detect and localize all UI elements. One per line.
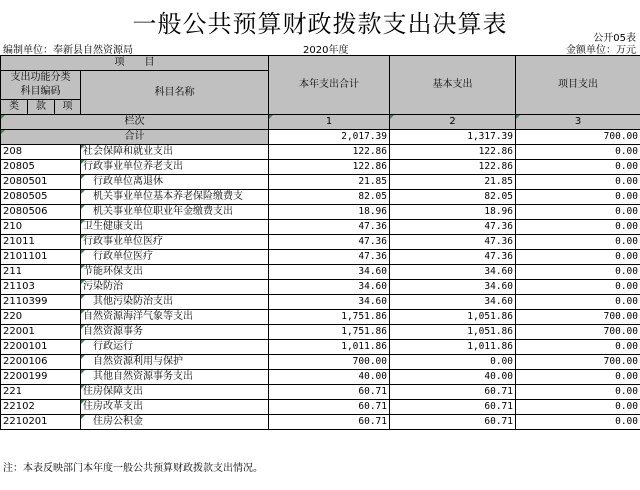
- row-total: 60.71: [269, 415, 390, 430]
- row-total: 82.05: [269, 190, 390, 205]
- row-subject-name: 行政运行: [81, 340, 269, 355]
- row-total: 47.36: [269, 220, 390, 235]
- row-total: 1,751.86: [269, 310, 390, 325]
- table-row: [1, 190, 640, 205]
- header-xiang: 项: [55, 100, 81, 115]
- header-project: 项目支出: [516, 56, 640, 115]
- row-total: 21.85: [269, 175, 390, 190]
- row-code: 21011: [1, 235, 81, 250]
- row-project: 0.00: [516, 415, 640, 430]
- table-row: [1, 370, 640, 385]
- row-subject-name: 住房公积金: [81, 415, 269, 430]
- col-index-1: 1: [269, 115, 390, 130]
- row-code: 2110399: [1, 295, 81, 310]
- table-row: [1, 205, 640, 220]
- row-code: 2210201: [1, 415, 81, 430]
- report-title: 一般公共预算财政拨款支出决算表: [132, 10, 508, 38]
- row-total: 122.86: [269, 160, 390, 175]
- row-code: 2200101: [1, 340, 81, 355]
- row-subject-name: 自然资源事务: [81, 325, 269, 340]
- row-project: 0.00: [516, 265, 640, 280]
- footnote: 注：本表反映部门本年度一般公共预算财政拨款支出情况。: [3, 463, 263, 474]
- table-row: [1, 325, 640, 340]
- header-subject-name: 科目名称: [81, 71, 269, 115]
- sum-basic: 1,317.39: [390, 130, 516, 145]
- row-basic: 47.36: [390, 235, 516, 250]
- row-subject-name: 其他自然资源事务支出: [81, 370, 269, 385]
- row-subject-name: 行政单位离退休: [81, 175, 269, 190]
- table-row: [1, 385, 640, 400]
- row-basic: 1,051.86: [390, 325, 516, 340]
- row-total: 18.96: [269, 205, 390, 220]
- row-code: 22102: [1, 400, 81, 415]
- row-project: 0.00: [516, 175, 640, 190]
- row-total: 1,011.86: [269, 340, 390, 355]
- row-basic: 34.60: [390, 265, 516, 280]
- row-basic: 1,011.86: [390, 340, 516, 355]
- row-subject-name: 机关事业单位基本养老保险缴费支: [81, 190, 269, 205]
- row-subject-name: 其他污染防治支出: [81, 295, 269, 310]
- row-project: 0.00: [516, 280, 640, 295]
- row-basic: 82.05: [390, 190, 516, 205]
- table-row: [1, 250, 640, 265]
- row-total: 700.00: [269, 355, 390, 370]
- row-total: 34.60: [269, 295, 390, 310]
- row-code: 22001: [1, 325, 81, 340]
- row-code: 20805: [1, 160, 81, 175]
- row-project: 0.00: [516, 340, 640, 355]
- row-total: 34.60: [269, 265, 390, 280]
- order-label: 栏次: [1, 115, 269, 130]
- row-code: 21103: [1, 280, 81, 295]
- row-code: 211: [1, 265, 81, 280]
- row-subject-name: 社会保障和就业支出: [81, 145, 269, 160]
- row-basic: 122.86: [390, 160, 516, 175]
- row-basic: 60.71: [390, 385, 516, 400]
- col-index-2: 2: [390, 115, 516, 130]
- row-project: 0.00: [516, 400, 640, 415]
- header-kuan: 款: [28, 100, 55, 115]
- row-project: 0.00: [516, 385, 640, 400]
- row-project: 0.00: [516, 145, 640, 160]
- table-row: [1, 415, 640, 430]
- row-basic: 47.36: [390, 250, 516, 265]
- row-basic: 60.71: [390, 400, 516, 415]
- table-row: [1, 220, 640, 235]
- table-row: [1, 400, 640, 415]
- table-row: [1, 280, 640, 295]
- row-basic: 60.71: [390, 415, 516, 430]
- table-row: [1, 175, 640, 190]
- row-code: 208: [1, 145, 81, 160]
- header-basic: 基本支出: [390, 56, 516, 115]
- row-project: 0.00: [516, 205, 640, 220]
- reporting-unit: 编制单位：奉新县自然资源局: [3, 45, 133, 56]
- header-item: 项 目: [1, 56, 269, 71]
- col-index-3: 3: [516, 115, 640, 130]
- table-row: [1, 340, 640, 355]
- sum-total: 2,017.39: [269, 130, 390, 145]
- row-project: 0.00: [516, 235, 640, 250]
- row-total: 1,751.86: [269, 325, 390, 340]
- table-row: [1, 235, 640, 250]
- row-subject-name: 住房保障支出: [81, 385, 269, 400]
- row-code: 210: [1, 220, 81, 235]
- row-project: 0.00: [516, 160, 640, 175]
- row-total: 122.86: [269, 145, 390, 160]
- table-row: [1, 310, 640, 325]
- document-code: 公开05表: [593, 33, 636, 44]
- sum-label: 合计: [1, 130, 269, 145]
- row-subject-name: 行政事业单位医疗: [81, 235, 269, 250]
- row-code: 2080506: [1, 205, 81, 220]
- currency-unit: 金额单位：万元: [566, 45, 636, 56]
- row-basic: 34.60: [390, 295, 516, 310]
- row-subject-name: 行政单位医疗: [81, 250, 269, 265]
- row-total: 60.71: [269, 385, 390, 400]
- fiscal-year: 2020年度: [303, 45, 349, 56]
- row-subject-name: 自然资源海洋气象等支出: [81, 310, 269, 325]
- row-code: 2200106: [1, 355, 81, 370]
- table-row: [1, 160, 640, 175]
- row-subject-name: 行政事业单位养老支出: [81, 160, 269, 175]
- row-basic: 0.00: [390, 355, 516, 370]
- row-project: 700.00: [516, 310, 640, 325]
- row-basic: 40.00: [390, 370, 516, 385]
- row-basic: 1,051.86: [390, 310, 516, 325]
- row-subject-name: 机关事业单位职业年金缴费支出: [81, 205, 269, 220]
- row-code: 2080505: [1, 190, 81, 205]
- row-total: 47.36: [269, 235, 390, 250]
- row-subject-name: 污染防治: [81, 280, 269, 295]
- sum-project: 700.00: [516, 130, 640, 145]
- row-basic: 21.85: [390, 175, 516, 190]
- row-total: 47.36: [269, 250, 390, 265]
- table-row: [1, 265, 640, 280]
- row-total: 60.71: [269, 400, 390, 415]
- row-code: 2080501: [1, 175, 81, 190]
- row-project: 0.00: [516, 370, 640, 385]
- row-code: 220: [1, 310, 81, 325]
- row-subject-name: 住房改革支出: [81, 400, 269, 415]
- row-code: 221: [1, 385, 81, 400]
- row-basic: 34.60: [390, 280, 516, 295]
- row-project: 0.00: [516, 190, 640, 205]
- row-project: 0.00: [516, 250, 640, 265]
- report-meta: [0, 41, 640, 55]
- row-basic: 122.86: [390, 145, 516, 160]
- header-lei: 类: [1, 100, 28, 115]
- row-total: 34.60: [269, 280, 390, 295]
- row-project: 700.00: [516, 355, 640, 370]
- table-row: [1, 355, 640, 370]
- row-total: 40.00: [269, 370, 390, 385]
- row-project: 0.00: [516, 295, 640, 310]
- row-subject-name: 卫生健康支出: [81, 220, 269, 235]
- expenditure-table: [0, 55, 640, 430]
- row-code: 2101101: [1, 250, 81, 265]
- table-row: [1, 145, 640, 160]
- row-project: 0.00: [516, 220, 640, 235]
- header-total: 本年支出合计: [269, 56, 390, 115]
- header-func-class: 支出功能分类 科目编码: [1, 71, 81, 100]
- row-code: 2200199: [1, 370, 81, 385]
- row-project: 700.00: [516, 325, 640, 340]
- table-row: [1, 295, 640, 310]
- row-basic: 47.36: [390, 220, 516, 235]
- row-subject-name: 节能环保支出: [81, 265, 269, 280]
- row-basic: 18.96: [390, 205, 516, 220]
- row-subject-name: 自然资源利用与保护: [81, 355, 269, 370]
